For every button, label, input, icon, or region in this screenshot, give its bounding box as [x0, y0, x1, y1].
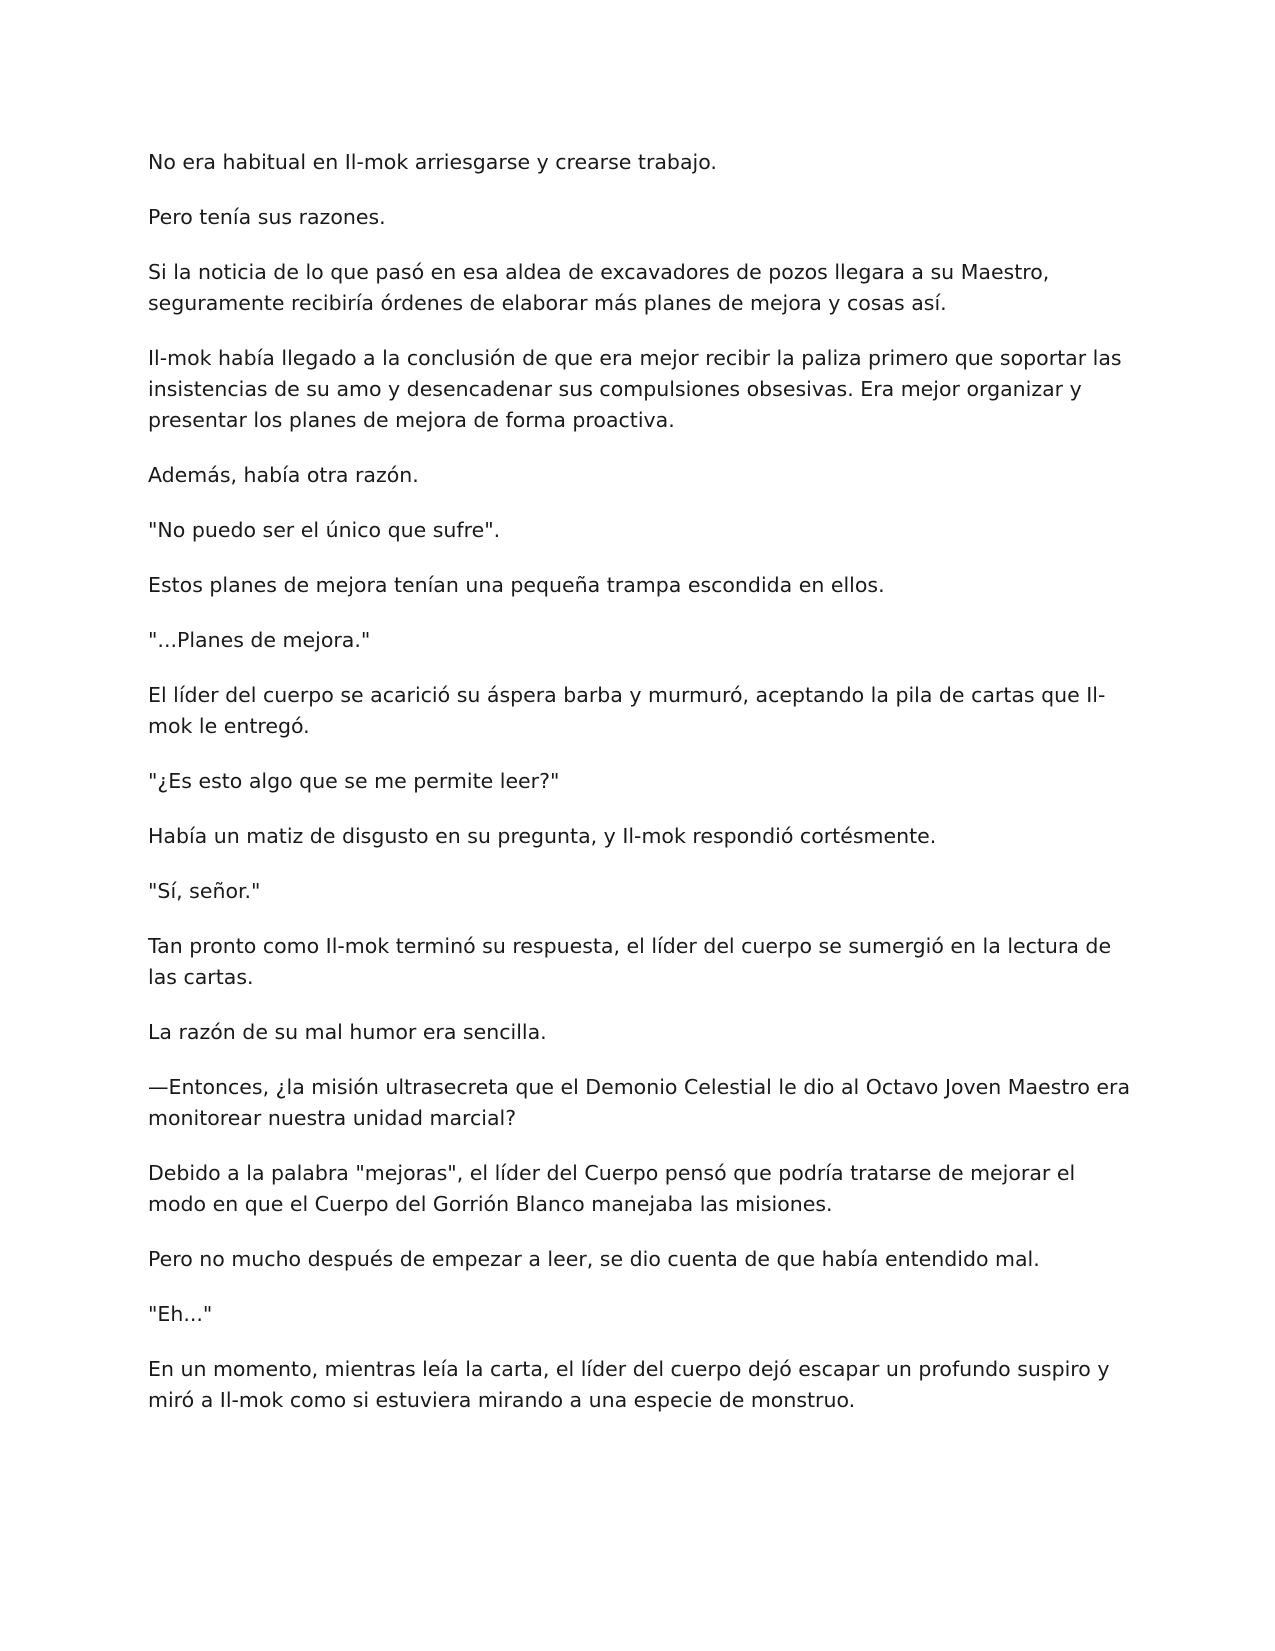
paragraph: Il-mok había llegado a la conclusión de que era mejor recibir la paliza primero que soportar las insistencias de su amo y desencadenar sus compulsiones obsesivas. Era mejor organizar y presentar los planes de mejora de forma proactiva.	[148, 346, 1122, 432]
paragraph: Pero tenía sus razones.	[148, 205, 386, 229]
paragraph: Debido a la palabra "mejoras", el líder del Cuerpo pensó que podría tratarse de mejorar el modo en que el Cuerpo del Gorrión Blanco manejaba las misiones.	[148, 1161, 1076, 1216]
paragraph: Si la noticia de lo que pasó en esa aldea de excavadores de pozos llegara a su Maestro, seguramente recibiría órdenes de elaborar más planes de mejora y cosas así.	[148, 260, 1050, 315]
paragraph: "No puedo ser el único que sufre".	[148, 518, 501, 542]
paragraph: "¿Es esto algo que se me permite leer?"	[148, 769, 560, 793]
paragraph: En un momento, mientras leía la carta, el líder del cuerpo dejó escapar un profundo suspiro y miró a Il-mok como si estuviera mirando a una especie de monstruo.	[148, 1357, 1110, 1412]
document-body	[148, 147, 1133, 1440]
paragraph: "Sí, señor."	[148, 879, 261, 903]
paragraph: Pero no mucho después de empezar a leer, se dio cuenta de que había entendido mal.	[148, 1247, 1040, 1271]
paragraph: Tan pronto como Il-mok terminó su respuesta, el líder del cuerpo se sumergió en la lectura de las cartas.	[148, 934, 1112, 989]
paragraph: Estos planes de mejora tenían una pequeña trampa escondida en ellos.	[148, 573, 885, 597]
paragraph: "Eh..."	[148, 1302, 213, 1326]
paragraph: Además, había otra razón.	[148, 463, 419, 487]
paragraph: La razón de su mal humor era sencilla.	[148, 1020, 547, 1044]
paragraph: "...Planes de mejora."	[148, 628, 371, 652]
paragraph: —Entonces, ¿la misión ultrasecreta que el Demonio Celestial le dio al Octavo Joven Maestro era monitorear nuestra unidad marcial?	[148, 1075, 1131, 1130]
paragraph: Había un matiz de disgusto en su pregunta, y Il-mok respondió cortésmente.	[148, 824, 937, 848]
paragraph: El líder del cuerpo se acarició su áspera barba y murmuró, aceptando la pila de cartas que Il-mok le entregó.	[148, 683, 1106, 738]
paragraph: No era habitual en Il-mok arriesgarse y crearse trabajo.	[148, 150, 717, 174]
